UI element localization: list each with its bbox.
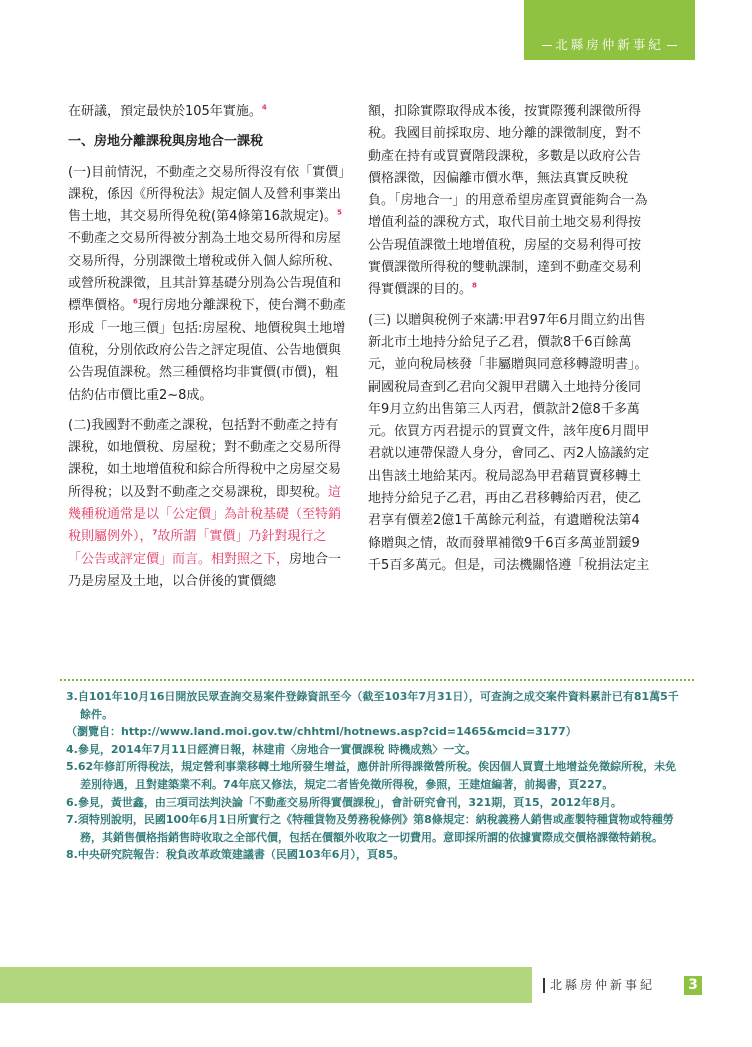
intro-line: 在研議，預定最快於105年實施。$^4$ bbox=[68, 103, 267, 119]
paragraph-tax-types: (二)我國對不動產之課稅，包括對不動產之持有課稅，如地價稅、房屋稅；對不動產之交易所得課稅，如土地增值稅和綜合所得稅中之房屋交易所得稅；以及對不動產之交易課稅，即契稅。這幾種稅通常是以「公定價」為計稅基礎（至特銷稅則屬例外），$^7$故所謂「實價」乃針對現行之「公告或評定價」而言。相對照之下，房地合一乃是房屋及土地，以合併後的實價總 bbox=[68, 417, 342, 589]
footnote-6: 6.參見，黃世鑫，由三項司法判決論「不動產交易所得實價課稅」，會計研究會刊，321期，頁15，2012年8月。 bbox=[66, 795, 622, 809]
footnote-8: 8.中央研究院報告：稅負改革政策建議書（民國103年6月），頁85。 bbox=[66, 848, 405, 862]
footnote-ref-5: 5 bbox=[336, 208, 342, 217]
footer-magazine-name: 北縣房仲新事紀 bbox=[550, 978, 656, 992]
footnote-3: 3.自101年10月16日開放民眾查詢交易案件登錄資訊至今（截至103年7月31日），可查詢之成交案件資料累計已有81萬5千餘件。 bbox=[66, 690, 679, 721]
footnote-3-url: （瀏覽自：http://www.land.moi.gov.tw/chhtml/hotnews.asp?cid=1465&mcid=3177） bbox=[66, 725, 577, 739]
paragraph-continued: 額，扣除實際取得成本後，按實際獲利課徵所得稅。我國目前採取房、地分離的課徵制度，對不動產在持有或買賣階段課稅，多數是以政府公告價格課徵，因偏離市價水準，無法真實反映稅負。「房地合一」的用意希望房產買賣能夠合一為增值利益的課稅方式，取代目前土地交易利得按公告現值課徵土地增值稅，房屋的交易利得可按實價課徵所得稅的雙軌課制，達到不動產交易利得實價課的目的。$^8$ bbox=[368, 104, 648, 298]
right-column bbox=[368, 101, 651, 585]
footnotes bbox=[66, 688, 686, 864]
footnote-7: 7.須特別說明，民國100年6月1日所實行之《特種貨物及勞務稅條例》第8條規定：納稅義務人銷售或產製特種貨物或特種勞務，其銷售價格指銷售時收取之全部代價，包括在價額外收取之一切費用。意即採所謂的依據實際成交價格課徵特銷稅。 bbox=[66, 813, 674, 844]
footnote-ref-8: 8 bbox=[472, 282, 477, 291]
footnote-5: 5.62年修訂所得稅法，規定營利事業移轉土地所發生增益，應併計所得課徵營所稅。俟因個人買賣土地增益免徵綜所稅，未免差別待遇，且對建築業不利。74年底又修法，規定二者皆免徵所得稅，參照，王建煊編著，前揭書，頁227。 bbox=[66, 760, 677, 791]
left-column bbox=[68, 101, 350, 601]
footnote-divider bbox=[60, 679, 694, 681]
highlighted-text-1: 這幾種稅通常是以「公定價」為計稅基礎（至特銷稅則屬例外）， bbox=[68, 484, 342, 545]
footnote-4: 4.參見，2014年7月11日經濟日報，林建甫〈房地合一實價課稅 時機成熟〉一文。 bbox=[66, 742, 477, 756]
paragraph-gift-tax-example: (三) 以贈與稅例子來講:甲君97年6月間立約出售新北市土地持分給兒子乙君，價款8千6百餘萬元，並向稅局核發「非屬贈與同意移轉證明書」。嗣國稅局查到乙君向父親甲君購入土地持分後同年9月立約出售第三人丙君，價款計2億8千多萬元。依買方丙君提示的買賣文件，該年度6月間甲君就以連帶保證人身分，會同乙、丙2人協議約定出售該土地給某丙。稅局認為甲君藉買賣移轉土地持分給兒子乙君，再由乙君移轉給丙君，使乙君享有價差2億1千萬餘元利益，有遺贈稅法第4條贈與之情，故而發單補徵9千6百多萬並罰鍰9千5百多萬元。但是，司法機關恪遵「稅捐法定主 bbox=[368, 312, 650, 573]
footnote-ref-6: 6 bbox=[133, 298, 138, 307]
footnote-ref-7: 7 bbox=[152, 529, 158, 538]
section-heading: 一、房地分離課稅與房地合一課稅 bbox=[68, 134, 264, 150]
page-number: 3 bbox=[684, 976, 702, 995]
footnote-ref-4: 4 bbox=[261, 103, 267, 112]
footer-divider bbox=[543, 978, 545, 993]
paragraph-current-situation: (一)目前情況，不動產之交易所得沒有依「實價」課稅，係因《所得稅法》規定個人及營利事業出售土地，其交易所得免稅(第4條第16款規定)。$^5$不動產之交易所得被分割為土地交易所得和房屋交易所得，分別課徵土增稅或併入個人綜所稅、或營所稅課徵，且其計算基礎分別為公告現值和標準價格。$^6$現行房地分離課稅下，使台灣不動產形成「一地三價」包括:房屋稅、地價稅與土地增值稅，分別依政府公告之評定現值、公告地價與公告現值課稅。然三種價格均非實價(市價)，粗估約佔市價比重2~8成。 bbox=[68, 164, 346, 403]
header-magazine-name: 北縣房仲新事紀 bbox=[555, 37, 664, 52]
header-title bbox=[524, 37, 695, 53]
highlighted-text-2: 故所謂「實價」乃針對現行之「公告或評定價」而言。相對照之下， bbox=[68, 529, 327, 567]
